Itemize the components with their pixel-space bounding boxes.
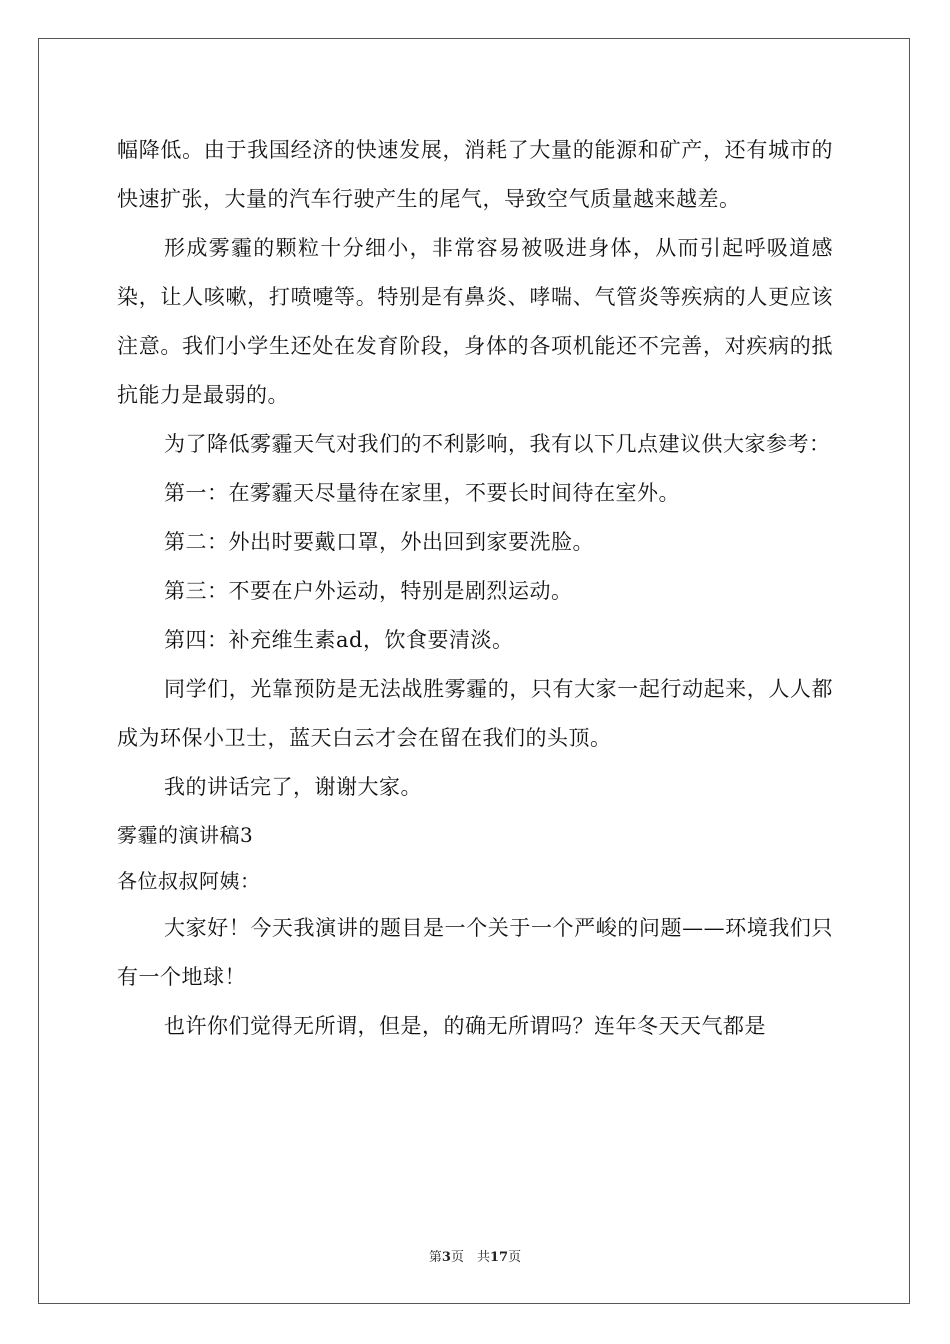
suggestion-3: 第三：不要在户外运动，特别是剧烈运动。 (164, 579, 573, 603)
paragraph-2: 形成雾霾的颗粒十分细小，非常容易被吸进身体，从而引起呼吸道感染，让人咳嗽，打喷嚏等。特别是有鼻炎、哮喘、气管炎等疾病的人更应该注意。我们小学生还处在发育阶段，身体的各项机能还不完善，对疾病的抵抗能力是最弱的。 (117, 236, 833, 407)
footer-mid: 页 共 (450, 1250, 490, 1265)
paragraph-call-to-action: 同学们，光靠预防是无法战胜雾霾的，只有大家一起行动起来，人人都成为环保小卫士，蓝天白云才会在留在我们的头顶。 (117, 677, 833, 750)
paragraph-3: 为了降低雾霾天气对我们的不利影响，我有以下几点建议供大家参考： (164, 432, 831, 456)
paragraph-continued: 也许你们觉得无所谓，但是，的确无所谓吗？连年冬天天气都是 (164, 1014, 766, 1038)
paragraph-1: 幅降低。由于我国经济的快速发展，消耗了大量的能源和矿产，还有城市的快速扩张，大量的汽车行驶产生的尾气，导致空气质量越来越差。 (117, 138, 833, 211)
suggestion-4: 第四：补充维生素ad，饮食要清淡。 (164, 628, 514, 652)
document-body (117, 126, 833, 1051)
suggestion-2: 第二：外出时要戴口罩，外出回到家要洗脸。 (164, 530, 594, 554)
total-page-number: 17 (489, 1250, 509, 1265)
current-page-number: 3 (441, 1250, 451, 1265)
footer-suffix: 页 (508, 1250, 522, 1265)
paragraph-closing: 我的讲话完了，谢谢大家。 (164, 775, 422, 799)
section-title: 雾霾的演讲稿3 (117, 823, 254, 847)
footer-prefix: 第 (428, 1250, 442, 1265)
suggestion-1: 第一：在雾霾天尽量待在家里，不要长时间待在室外。 (164, 481, 680, 505)
paragraph-greeting: 大家好！今天我演讲的题目是一个关于一个严峻的问题——环境我们只有一个地球！ (117, 916, 833, 989)
page-footer (0, 1246, 950, 1265)
salutation: 各位叔叔阿姨： (117, 869, 261, 893)
